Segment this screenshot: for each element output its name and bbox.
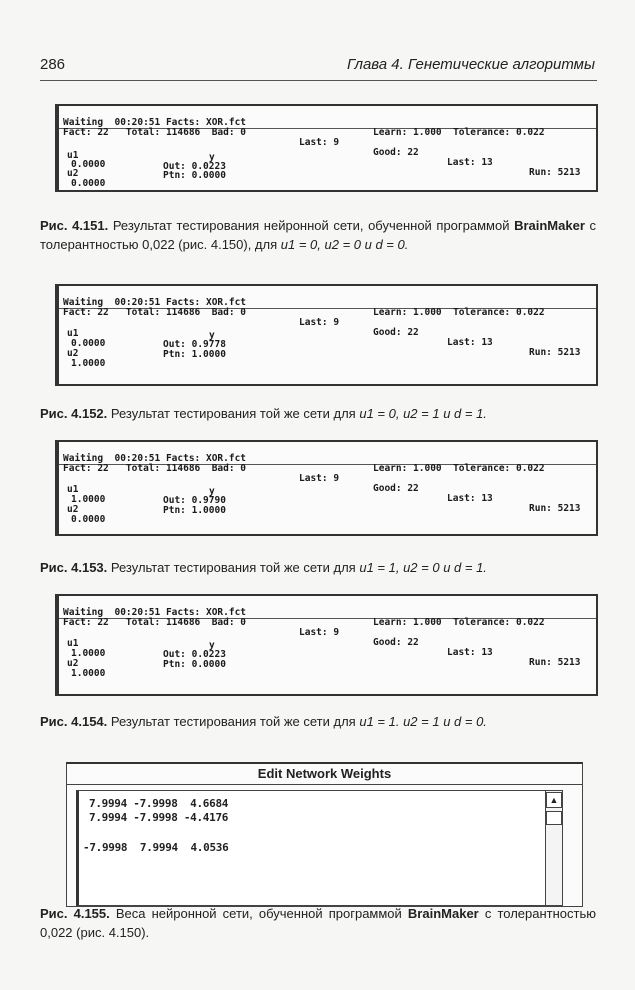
vertical-scrollbar[interactable]: [545, 791, 562, 905]
u2-label: u2: [67, 168, 79, 179]
status-last: Last: 9: [299, 627, 340, 638]
edit-network-weights-window: [66, 762, 583, 907]
status-learn: Learn: 1.000 Tolerance: 0.022: [373, 617, 545, 628]
status-fact: Fact: 22 Total: 114686 Bad: 0: [63, 127, 247, 138]
weights-row-3[interactable]: -7.9998 7.9994 4.0536: [83, 841, 229, 854]
status-run: Run: 5213: [529, 657, 581, 668]
status-last: Last: 9: [299, 473, 340, 484]
status-good: Good: 22: [373, 483, 419, 494]
u2-label: u2: [67, 504, 79, 515]
weights-row-2[interactable]: 7.9994 -7.9998 -4.4176: [89, 811, 229, 824]
status-waiting: Waiting 00:20:51 Facts: XOR.fct: [63, 297, 247, 308]
status-waiting: Waiting 00:20:51 Facts: XOR.fct: [63, 453, 247, 464]
status-last: Last: 9: [299, 137, 340, 148]
status-last2: Last: 13: [447, 647, 493, 658]
caption-155: Рис. 4.155. Веса нейронной сети, обученной программой BrainMaker с толерантностью 0,022 (рис. 4.150).: [40, 906, 596, 940]
out-value: Out: 0.9790: [163, 495, 226, 506]
brainmaker-screen-152: [55, 284, 598, 386]
u2-value: 0.0000: [71, 514, 106, 525]
status-waiting: Waiting 00:20:51 Facts: XOR.fct: [63, 607, 247, 618]
brainmaker-screen-154: [55, 594, 598, 696]
u1-label: u1: [67, 484, 79, 495]
u2-value: 1.0000: [71, 668, 106, 679]
status-learn: Learn: 1.000 Tolerance: 0.022: [373, 307, 545, 318]
window-title: Edit Network Weights: [67, 764, 582, 785]
scroll-up-icon[interactable]: ▲: [546, 792, 562, 808]
y-label: y: [209, 640, 215, 651]
ptn-value: Ptn: 0.0000: [163, 659, 226, 670]
y-label: y: [209, 330, 215, 341]
weights-row-1[interactable]: 7.9994 -7.9998 4.6684: [89, 797, 229, 810]
y-label: y: [209, 486, 215, 497]
status-fact: Fact: 22 Total: 114686 Bad: 0: [63, 463, 247, 474]
status-fact: Fact: 22 Total: 114686 Bad: 0: [63, 307, 247, 318]
u1-label: u1: [67, 328, 79, 339]
u1-value: 1.0000: [71, 648, 106, 659]
status-last2: Last: 13: [447, 493, 493, 504]
out-value: Out: 0.9778: [163, 339, 226, 350]
status-learn: Learn: 1.000 Tolerance: 0.022: [373, 463, 545, 474]
scroll-thumb[interactable]: [546, 811, 562, 825]
status-last2: Last: 13: [447, 337, 493, 348]
caption-151: Рис. 4.151. Результат тестирования нейронной сети, обученной программой BrainMaker с толерантностью 0,022 (рис. 4.150), для u1 = 0, u2 = 0 и d = 0.: [40, 218, 596, 252]
ptn-value: Ptn: 1.0000: [163, 349, 226, 360]
status-fact: Fact: 22 Total: 114686 Bad: 0: [63, 617, 247, 628]
status-last2: Last: 13: [447, 157, 493, 168]
out-value: Out: 0.0223: [163, 649, 226, 660]
ptn-value: Ptn: 0.0000: [163, 170, 226, 181]
ptn-value: Ptn: 1.0000: [163, 505, 226, 516]
u1-value: 0.0000: [71, 338, 106, 349]
caption-154: Рис. 4.154. Результат тестирования той же сети для u1 = 1. u2 = 1 и d = 0.: [40, 714, 487, 729]
weights-list[interactable]: [76, 790, 563, 906]
u1-value: 0.0000: [71, 159, 106, 170]
brainmaker-screen-151: [55, 104, 598, 192]
chapter-title: Глава 4. Генетические алгоритмы: [346, 56, 595, 73]
u2-value: 1.0000: [71, 358, 106, 369]
u1-label: u1: [67, 638, 79, 649]
u2-value: 0.0000: [71, 178, 106, 189]
status-run: Run: 5213: [529, 503, 581, 514]
status-good: Good: 22: [373, 327, 419, 338]
status-good: Good: 22: [373, 637, 419, 648]
page-number: 286: [40, 56, 66, 73]
u1-label: u1: [67, 150, 79, 161]
u2-label: u2: [67, 658, 79, 669]
status-run: Run: 5213: [529, 347, 581, 358]
brainmaker-screen-153: [55, 440, 598, 536]
status-last: Last: 9: [299, 317, 340, 328]
status-good: Good: 22: [373, 147, 419, 158]
caption-153: Рис. 4.153. Результат тестирования той же сети для u1 = 1, u2 = 0 и d = 1.: [40, 560, 487, 575]
header-rule: [40, 80, 597, 81]
status-run: Run: 5213: [529, 167, 581, 178]
y-label: y: [209, 152, 215, 163]
u2-label: u2: [67, 348, 79, 359]
u1-value: 1.0000: [71, 494, 106, 505]
status-waiting: Waiting 00:20:51 Facts: XOR.fct: [63, 117, 247, 128]
caption-152: Рис. 4.152. Результат тестирования той же сети для u1 = 0, u2 = 1 и d = 1.: [40, 406, 487, 421]
status-learn: Learn: 1.000 Tolerance: 0.022: [373, 127, 545, 138]
out-value: Out: 0.0223: [163, 161, 226, 172]
